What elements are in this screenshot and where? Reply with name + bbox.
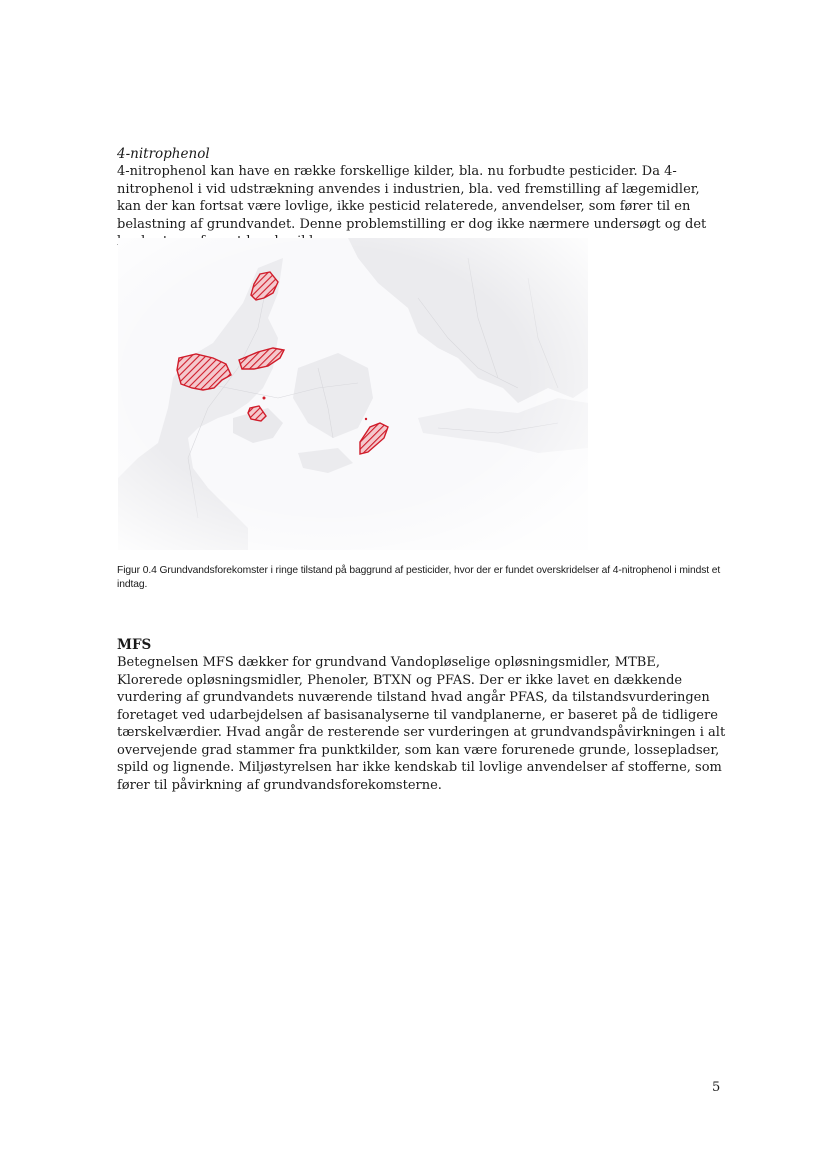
groundwater-map-figure [118,238,588,550]
map-vignette [118,238,588,550]
page-number: 5 [712,1080,721,1095]
figure-caption: Figur 0.4 Grundvandsforekomster i ringe tilstand på baggrund af pesticider, hvor der er fundet overskridelser af 4-nitrophenol i mindst et indtag. [117,565,721,590]
section-heading-4-nitrophenol: 4-nitrophenol [117,146,210,162]
section-heading-mfs: MFS [117,637,152,653]
denmark-map [118,238,588,550]
section-paragraph-mfs: Betegnelsen MFS dækker for grundvand Vandopløselige opløsningsmidler, MTBE, Klorerede opløsningsmidler, Phenoler, BTXN og PFAS. Der er ikke lavet en dækkende vurdering af grundvandets nuværende tilstand hvad angår PFAS, da tilstandsvurderingen foretaget ved udarbejdelsen af basisanalyserne til vandplanerne, er baseret på de tidligere tærskelværdier. Hvad angår de resterende ser vurderingen at grundvandspåvirkningen i alt overvejende grad stammer fra punktkilder, som kan være forurenede grunde, lossepladser, spild og lignende. Miljøstyrelsen har ikke kendskab til lovlige anvendelser af stofferne, som fører til påvirkning af grundvandsforekomsterne. [117,655,726,793]
section-paragraph-4-nitrophenol: 4-nitrophenol kan have en række forskellige kilder, bla. nu forbudte pesticider. Da 4-nitrophenol i vid udstrækning anvendes i industrien, bla. ved fremstilling af lægemidler, kan der kan fortsat være lovlige, ikke pesticid relaterede, anvendelser, som fører til en belastning af grundvandet. Denne problemstilling er dog ikke nærmere undersøgt og det [117,164,707,232]
